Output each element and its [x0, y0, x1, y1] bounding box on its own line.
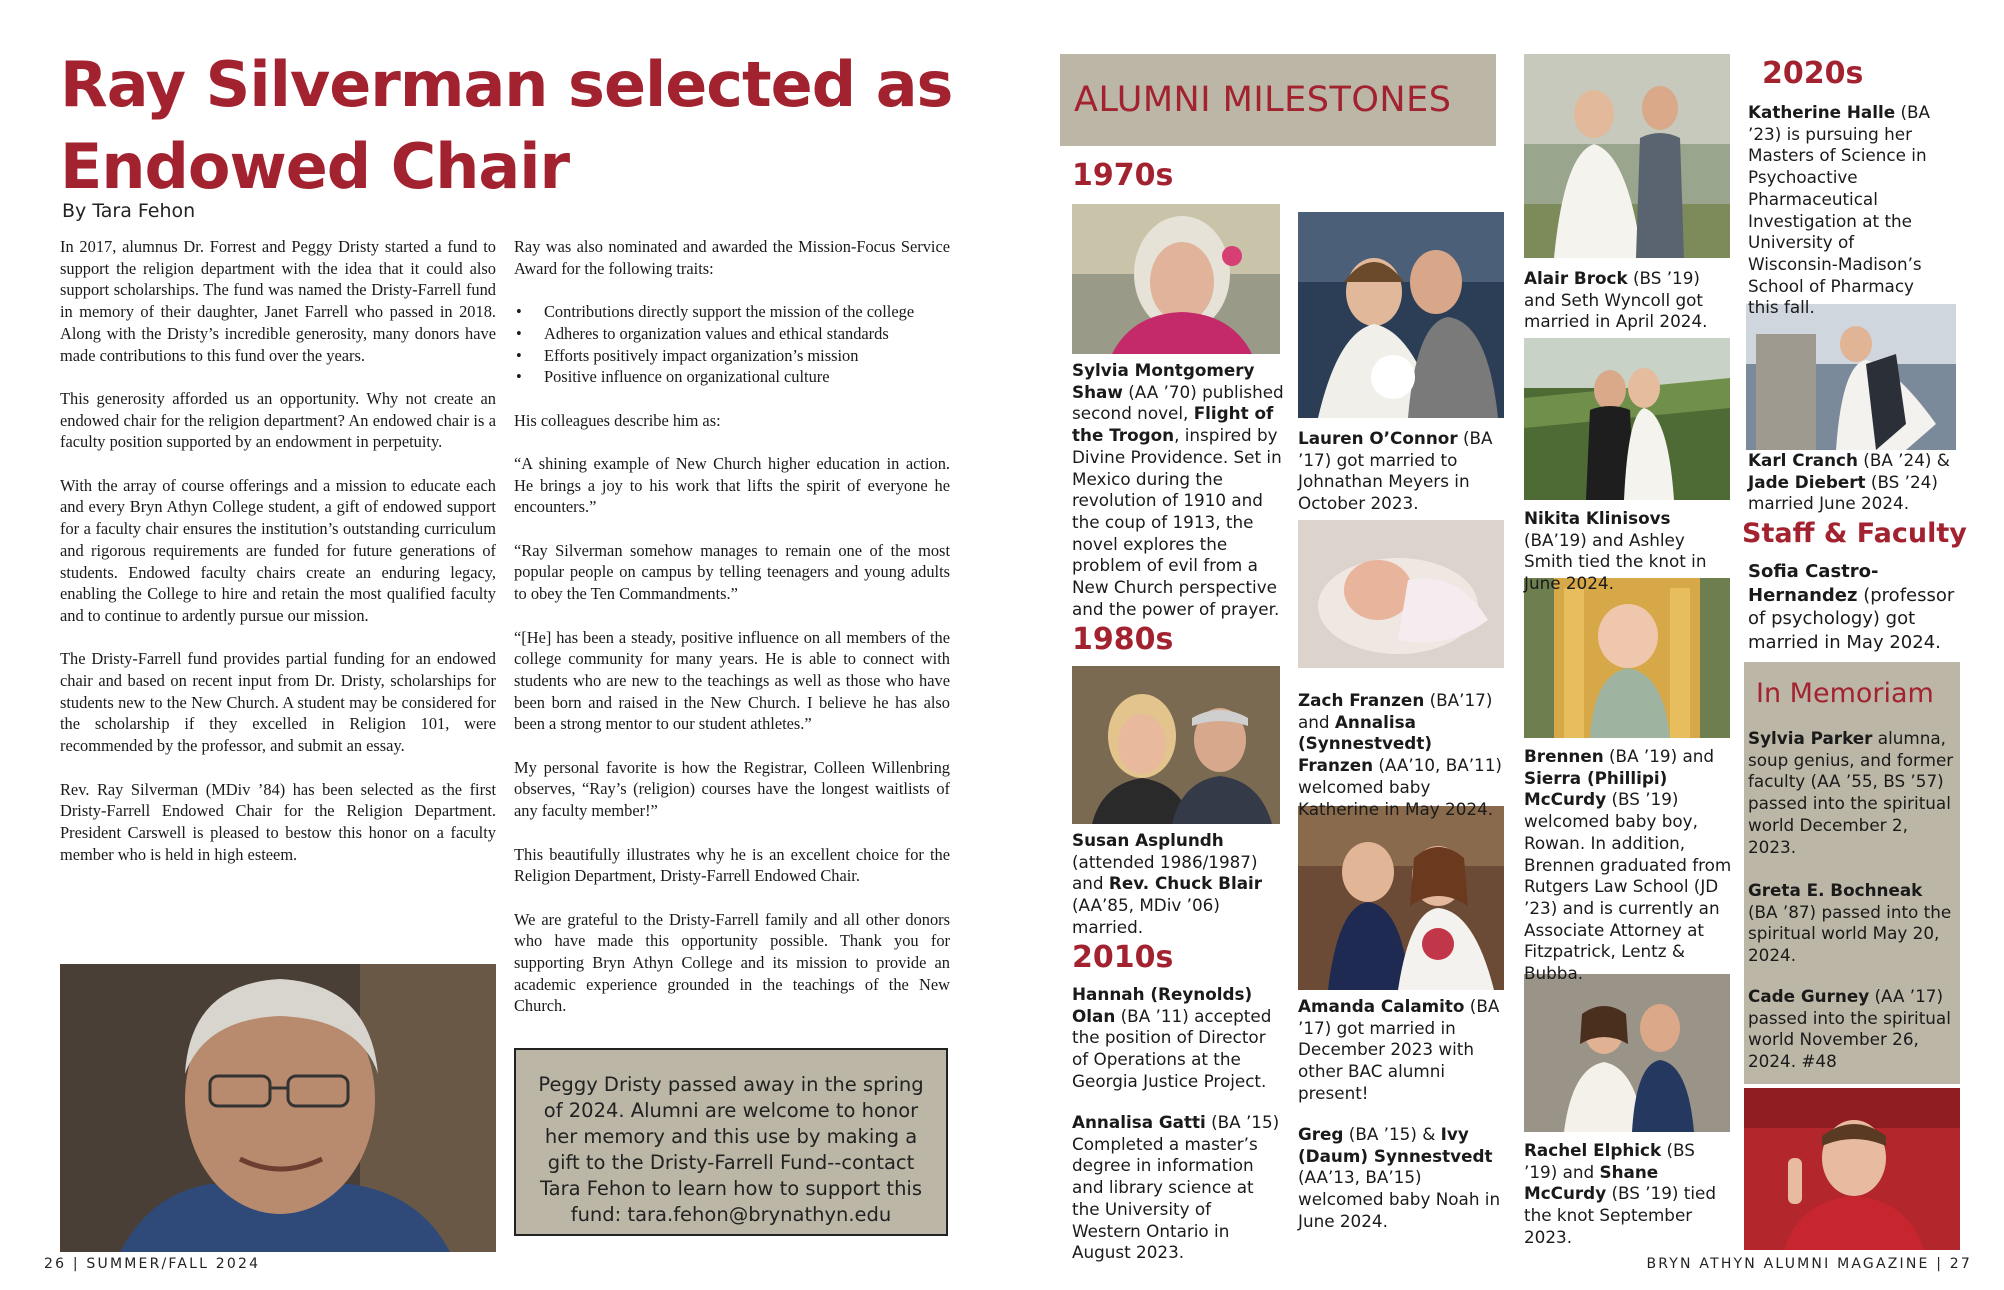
paragraph: In 2017, alumnus Dr. Forrest and Peggy Dristy started a fund to support the religion department with the idea that it could also support scholarships. The fund was named the Dristy-Farrell fund in memory of their daughter, Janet Farrell who passed in 2018. Along with the Dristy’s incredible generosity, many donors have made contributions to this fund over the years.: [60, 237, 496, 365]
decade-heading-2010s: 2010s: [1072, 940, 1174, 975]
paragraph: The Dristy-Farrell fund provides partial funding for an endowed chair and based on recent input from Dr. Dristy, scholarships for students new to the New Church. A student may be considered for the scholarship if they excelled in Religion 101, were recommended by the professor, and submit an essay.: [60, 649, 496, 756]
photo-cade-gurney: [1744, 1088, 1960, 1250]
entry-name: Katherine Halle: [1748, 102, 1896, 122]
photo-calamito-wedding: [1298, 806, 1504, 990]
entry-brock: [1524, 268, 1730, 333]
entry-name: Cade Gurney: [1748, 986, 1870, 1006]
entry-text: (BS ’19) tied the knot September 2023.: [1524, 1183, 1717, 1247]
memorial-note-box: Peggy Dristy passed away in the spring of 2024. Alumni are welcome to honor her memory and this use by making a gift to the Dristy-Farrell Fund--contact Tara Fehon to learn how to support this fund: tara.fehon@brynathyn.edu: [514, 1048, 948, 1236]
entry-name: Karl Cranch: [1748, 450, 1858, 470]
entry-bochneak: [1748, 880, 1954, 967]
entry-text: (AA’13, BA’15) welcomed baby Noah in June 2024.: [1298, 1167, 1501, 1231]
entry-name: Sofia Castro-Hernandez: [1748, 561, 1879, 606]
entry-name: Zach Franzen: [1298, 690, 1425, 710]
paragraph: My personal favorite is how the Registrar, Colleen Willenbring observes, “Ray’s (religion) courses have the longest waitlists of any faculty member!”: [514, 757, 950, 821]
entry-name: Nikita Klinisovs: [1524, 508, 1671, 528]
entry-name: Amanda Calamito: [1298, 996, 1465, 1016]
entry-gatti: [1072, 1112, 1282, 1264]
entry-text: (BA’19) and Ashley Smith tied the knot in June 2024.: [1524, 529, 1707, 594]
entry-gurney: [1748, 986, 1954, 1073]
entry-elphick: [1524, 1140, 1730, 1249]
photo-asplundh-blair: [1072, 666, 1280, 824]
entry-name: Annalisa (Synnestvedt) Franzen: [1298, 711, 1433, 776]
staff-faculty-heading: Staff & Faculty: [1742, 518, 1967, 549]
entry-name: Greg: [1298, 1124, 1344, 1144]
folio-right: BRYN ATHYN ALUMNI MAGAZINE | 27: [1646, 1256, 1972, 1272]
paragraph: This beautifully illustrates why he is an excellent choice for the Religion Department, Dristy-Farrell Endowed Chair.: [514, 844, 950, 886]
entry-name: Susan Asplundh: [1072, 830, 1224, 850]
entry-text: (BS ’19) and Seth Wyncoll got married in April 2024.: [1524, 268, 1708, 332]
entry-name: Jade Diebert: [1748, 471, 1866, 492]
photo-klinisovs-wedding: [1524, 338, 1730, 500]
entry-text: (BA ’87) passed into the spiritual world May 20, 2024.: [1748, 901, 1952, 966]
entry-klinisovs: [1524, 508, 1730, 595]
entry-halle: [1748, 102, 1948, 319]
entry-name: Rev. Chuck Blair: [1108, 873, 1263, 894]
entry-text: (BA ’23) is pursuing her Masters of Science in Psychoactive Pharmaceutical Investigation at the University of Wisconsin-Madison’s School of Pharmacy this fall.: [1748, 102, 1931, 318]
photo-brock-wedding: [1524, 54, 1730, 258]
entry-text: (AA ’17) passed into the spiritual world November 26, 2024. #48: [1748, 986, 1951, 1072]
decade-heading-1970s: 1970s: [1072, 158, 1174, 193]
entry-oconnor: [1298, 428, 1504, 515]
entry-text: (AA’10, BA’11) welcomed baby Katherine in May 2024.: [1298, 755, 1502, 819]
photo-sylvia-shaw: [1072, 204, 1280, 354]
photo-elphick-mccurdy: [1524, 974, 1730, 1132]
entry-name: Sierra (Phillipi) McCurdy: [1524, 767, 1668, 810]
entry-name: Flight of the Trogon: [1072, 403, 1274, 446]
paragraph: This generosity afforded us an opportunity. Why not create an endowed chair for the religion department? An endowed chair is a faculty position supported by an endowment in perpetuity.: [60, 388, 496, 452]
folio-left: 26 | SUMMER/FALL 2024: [44, 1256, 261, 1272]
paragraph: Rev. Ray Silverman (MDiv ’84) has been selected as the first Dristy-Farrell Endowed Chair for the Religion Department. President Carswell is pleased to bestow this honor on a faculty member who is held in high esteem.: [60, 779, 496, 864]
entry-text: (BS ’19) and: [1524, 1140, 1695, 1182]
article-title: Ray Silverman selected as Endowed Chair: [60, 48, 953, 203]
entry-text: (BS ’19) welcomed baby boy, Rowan. In addition, Brennen graduated from Rutgers Law School (JD ’23) and is currently an Associate Attorney at Fitzpatrick, Lentz & Bubba.: [1524, 789, 1732, 984]
traits-list: [514, 301, 950, 388]
entry-text: (attended 1986/1987) and: [1072, 851, 1258, 894]
entry-sylvia-shaw: [1072, 360, 1284, 620]
entry-franzen: [1298, 690, 1504, 820]
entry-name: Alair Brock: [1524, 268, 1628, 288]
list-item: • Adheres to organization values and ethical standards: [514, 323, 950, 345]
decade-heading-2020s: 2020s: [1762, 56, 1864, 91]
entry-name: Annalisa Gatti: [1072, 1112, 1206, 1132]
paragraph: With the array of course offerings and a mission to educate each and every Bryn Athyn College student, a gift of endowed support for a faculty chair ensures the institution’s outstanding curriculum and rigorous requirements are funded for future generations of students. Endowed faculty chairs create an enduring legacy, enabling the College to hire and retain the most qualified faculty and to continue to ardently pursue our mission.: [60, 475, 496, 625]
decade-heading-1980s: 1980s: [1072, 622, 1174, 657]
entry-text: (BA ’15) &: [1343, 1124, 1441, 1144]
quote: “Ray Silverman somehow manages to remain one of the most popular people on campus by telling teenagers and young adults to obey the Ten Commandments.”: [514, 540, 950, 604]
entry-mccurdy: [1524, 746, 1736, 985]
entry-name: Lauren O’Connor: [1298, 428, 1458, 448]
portrait-photo: [60, 964, 496, 1252]
entry-text: (BA’17) and: [1298, 690, 1493, 732]
entry-name: Sylvia Montgomery Shaw: [1072, 360, 1255, 402]
entry-name: Rachel Elphick: [1524, 1140, 1662, 1160]
entry-name: Greta E. Bochneak: [1748, 880, 1923, 900]
alumni-milestones-banner: ALUMNI MILESTONES: [1060, 54, 1496, 146]
in-memoriam-heading: In Memoriam: [1756, 678, 1934, 709]
photo-cranch-diebert: [1746, 304, 1956, 450]
paragraph: Ray was also nominated and awarded the Mission-Focus Service Award for the following traits:: [514, 237, 950, 278]
paragraph: We are grateful to the Dristy-Farrell family and all other donors who have made this opportunity possible. Thank you for supporting Bryn Athyn College and its mission to provide an academic experience grounded in the teachings of the New Church.: [514, 909, 950, 1016]
entry-text: (AA ’70) published second novel,: [1072, 381, 1284, 424]
list-item: • Positive influence on organizational culture: [514, 366, 950, 388]
article-column-1: [60, 236, 496, 887]
entry-text: (BS ’24) married June 2024.: [1748, 471, 1938, 514]
entry-calamito: [1298, 996, 1504, 1105]
entry-name: Hannah (Reynolds) Olan: [1072, 984, 1253, 1026]
photo-mccurdy-baby: [1524, 578, 1730, 738]
entry-text: (BA ’19) and: [1603, 746, 1715, 766]
article-column-2: [514, 236, 950, 1039]
entry-castro-hernandez: [1748, 560, 1958, 654]
entry-parker: [1748, 728, 1954, 858]
entry-cranch-diebert: [1748, 450, 1958, 515]
entry-text: , inspired by Divine Providence. Set in Mexico during the revolution of 1910 and the coup of 1913, the novel explores the problem of evil from a New Church perspective and the power of prayer.: [1072, 425, 1282, 619]
entry-text: (BA ’11) accepted the position of Director of Operations at the Georgia Justice Project.: [1072, 1005, 1272, 1091]
entry-synnestvedt: [1298, 1124, 1508, 1233]
entry-text: (BA ’24) &: [1857, 450, 1950, 470]
entry-text: (AA’85, MDiv ’06) married.: [1072, 895, 1220, 937]
paragraph: His colleagues describe him as:: [514, 410, 721, 430]
list-item: • Contributions directly support the mission of the college: [514, 301, 950, 323]
entry-text: alumna, soup genius, and former faculty (AA ’55, BS ’57) passed into the spiritual world December 2, 2023.: [1748, 728, 1954, 857]
entry-olan: [1072, 984, 1280, 1093]
entry-text: (professor of psychology) got married in May 2024.: [1748, 584, 1955, 653]
entry-text: (BA ’15) Completed a master’s degree in information and library science at the University of Western Ontario in August 2023.: [1072, 1112, 1280, 1263]
photo-franzen-baby: [1298, 520, 1504, 668]
byline: By Tara Fehon: [62, 200, 196, 222]
entry-asplundh-blair: [1072, 830, 1278, 939]
entry-name: Sylvia Parker: [1748, 728, 1873, 748]
entry-text: (BA ’17) got married to Johnathan Meyers in October 2023.: [1298, 428, 1493, 514]
entry-name: Brennen: [1524, 746, 1604, 766]
quote: “[He] has been a steady, positive influence on all members of the college community for many years. He is able to connect with students who are new to the teachings as well as those who have been born and raised in the New Church. I believe he has also been a strong mentor to our student athletes.”: [514, 627, 950, 734]
list-item: • Efforts positively impact organization’s mission: [514, 345, 950, 367]
quote: “A shining example of New Church higher education in action. He brings a joy to his work that lifts the spirit of everyone he encounters.”: [514, 453, 950, 517]
entry-text: (BA ’17) got married in December 2023 with other BAC alumni present!: [1298, 996, 1500, 1103]
entry-name: Ivy (Daum) Synnestvedt: [1298, 1124, 1493, 1166]
photo-oconnor-wedding: [1298, 212, 1504, 418]
entry-name: Shane McCurdy: [1524, 1161, 1659, 1204]
